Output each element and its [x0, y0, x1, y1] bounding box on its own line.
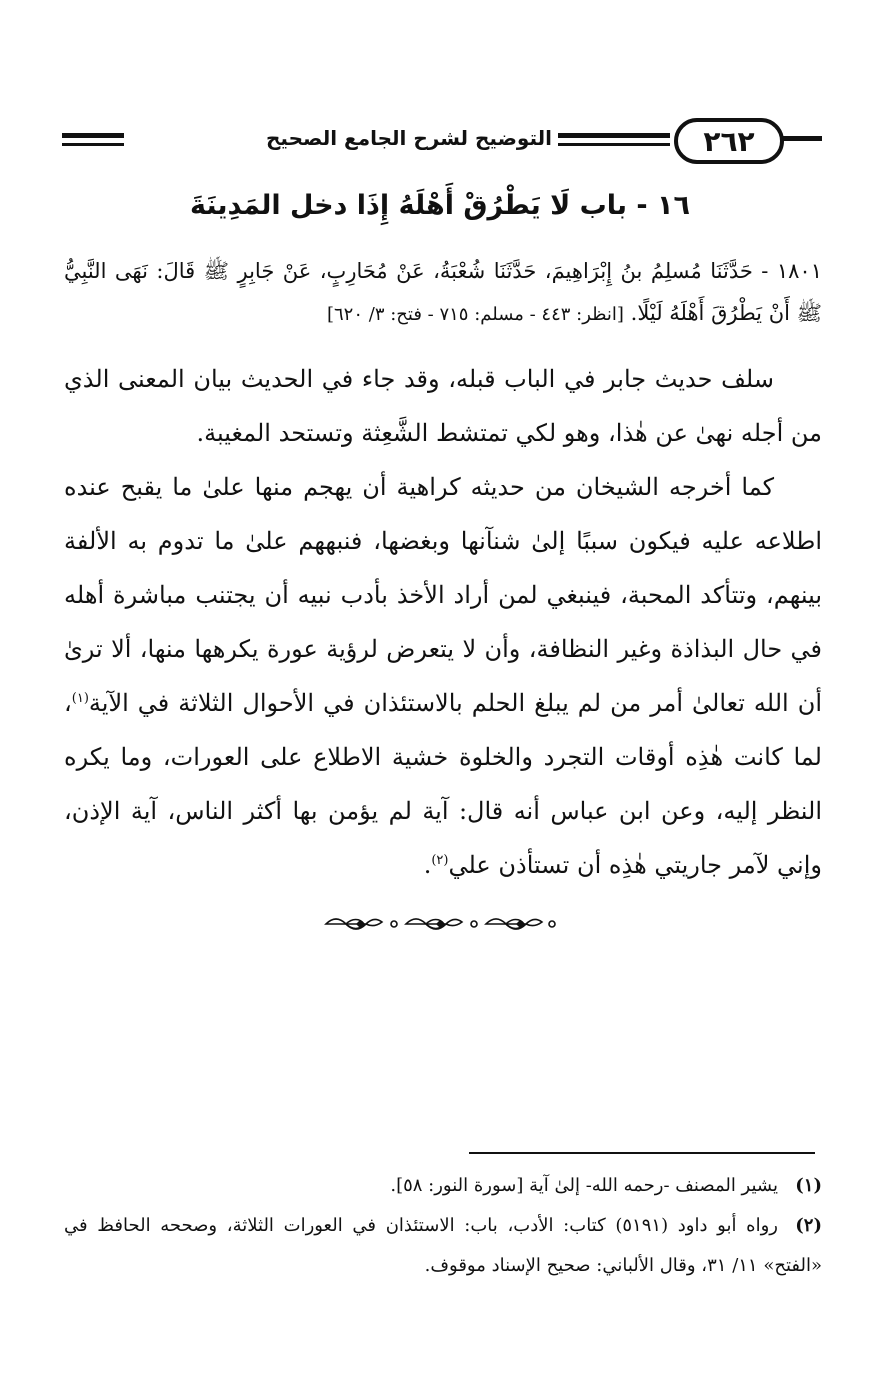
header-rule-left-1 — [62, 133, 124, 138]
commentary-paragraph-2 — [64, 460, 822, 892]
footnote-ref-1[interactable]: (١) — [71, 691, 89, 706]
footnotes — [64, 1166, 822, 1286]
page-number-badge — [674, 118, 784, 164]
commentary-body — [64, 352, 822, 892]
commentary-p2-text-c: . — [423, 851, 432, 879]
section-ornament — [0, 910, 879, 942]
commentary-p2-text-a: كما أخرجه الشيخان من حديثه كراهية أن يهجم منها علىٰ ما يقبح عنده اطلاعه عليه فيكون سببًا إلىٰ شنآنها وبغضها، فنبههم علىٰ ما تدوم به الألفة بينهم، وتتأكد المحبة، فينبغي لمن أراد الأخذ بأدب نبيه أن يجتنب مباشرة أهله في حال البذاذة وغير النظافة، وأن لا يتعرض لرؤية عورة يكرهها منها، ألا ترىٰ أن الله تعالىٰ أمر من لم يبلغ الحلم بالاستئذان في الأحوال الثلاثة في الآية — [64, 473, 822, 717]
ornament-divider-icon — [320, 910, 560, 938]
page-number: ٢٦٢ — [703, 124, 755, 158]
footnote-2 — [64, 1206, 822, 1286]
hadith-text: ١٨٠١ - حَدَّثَنَا مُسلِمُ بنُ إِبْرَاهِيمَ، حَدَّثَنَا شُعْبَةُ، عَنْ مُحَارِبٍ، عَنْ جَابِرٍ ﷺ قَالَ: نَهَى النَّبِيُّ ﷺ أَنْ يَطْرُقَ أَهْلَهُ لَيْلًا. — [64, 259, 822, 325]
footnote-2-mark: (٢) — [795, 1215, 822, 1236]
footnote-1-text: يشير المصنف -رحمه الله- إلىٰ آية [سورة النور: ٥٨]. — [390, 1175, 778, 1196]
footnote-ref-2[interactable]: (٢) — [431, 853, 449, 868]
hadith-block — [64, 250, 822, 336]
footnote-2-text: رواه أبو داود (٥١٩١) كتاب: الأدب، باب: الاستئذان في العورات الثلاثة، وصححه الحافظ في «الفتح» ١١/ ٣١، وقال الألباني: صحيح الإسناد موقوف. — [64, 1215, 822, 1276]
running-title: التوضيح لشرح الجامع الصحيح — [266, 126, 552, 150]
page-header — [62, 112, 822, 168]
hadith-reference: [انظر: ٤٤٣ - مسلم: ٧١٥ - فتح: ٣/ ٦٢٠] — [326, 304, 624, 325]
footnote-separator — [469, 1152, 815, 1154]
commentary-paragraph-1: سلف حديث جابر في الباب قبله، وقد جاء في الحديث بيان المعنى الذي من أجله نهىٰ عن هٰذا، وهو لكي تمتشط الشَّعِثة وتستحد المغيبة. — [64, 365, 822, 447]
footnote-1-mark: (١) — [795, 1175, 822, 1196]
header-rule-left-2 — [62, 143, 124, 146]
header-rule-middle-1 — [558, 133, 670, 138]
header-rule-middle-2 — [558, 143, 670, 146]
chapter-heading: ١٦ - باب لَا يَطْرُقْ أَهْلَهُ إِذَا دخل المَدِينَةَ — [189, 190, 691, 221]
commentary-p2-text-b: ، لما كانت هٰذِه أوقات التجرد والخلوة خشية الاطلاع على العورات، وما يكره النظر إليه، وعن ابن عباس أنه قال: آية لم يؤمن بها أكثر الناس، آية الإذن، وإني لآمر جاريتي هٰذِه أن تستأذن علي — [64, 689, 822, 879]
header-rule-right — [778, 136, 822, 141]
footnote-1 — [64, 1166, 822, 1206]
